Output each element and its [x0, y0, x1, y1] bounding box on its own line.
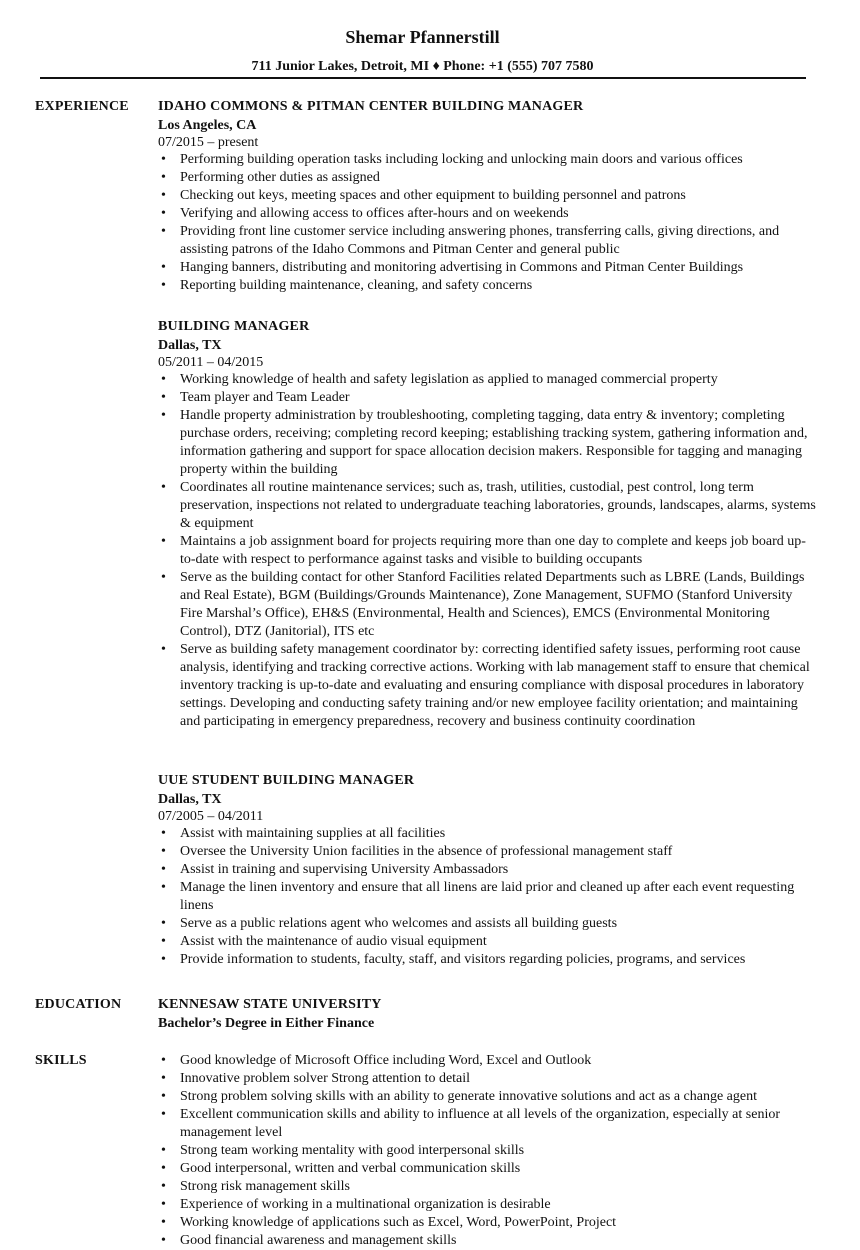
list-item [158, 1214, 818, 1232]
list-item [158, 861, 818, 879]
bullet-icon: • [161, 1197, 166, 1212]
skills-block [158, 1052, 818, 1250]
job-location: Dallas, TX [158, 792, 222, 807]
list-item-text: Strong problem solving skills with an ability to generate innovative solutions and act as a change agent [180, 1089, 757, 1104]
degree: Bachelor’s Degree in Either Finance [158, 1016, 375, 1031]
list-item-text: Good interpersonal, written and verbal communication skills [180, 1161, 521, 1176]
list-item [158, 371, 818, 389]
bullet-icon: • [161, 224, 166, 239]
bullet-icon: • [161, 1053, 166, 1068]
list-item-text: Experience of working in a multinational organization is desirable [180, 1197, 551, 1212]
list-item [158, 479, 818, 533]
list-item-text: Providing front line customer service including answering phones, transferring calls, giving directions, and assisting patrons of the Idaho Commons and Pitman Center and general public [180, 224, 780, 257]
list-item-text: Good financial awareness and management skills [180, 1233, 457, 1248]
list-item-text: Provide information to students, faculty, staff, and visitors regarding policies, programs, and services [180, 952, 746, 967]
list-item [158, 533, 818, 569]
list-item-text: Maintains a job assignment board for projects requiring more than one day to complete and keeps job board up-to-date with respect to performance against tasks and visible to building occupants [180, 534, 806, 567]
list-item [158, 1160, 818, 1178]
bullet-icon: • [161, 480, 166, 495]
skills-section-label: SKILLS [35, 1053, 87, 1068]
list-item-text: Strong team working mentality with good interpersonal skills [180, 1143, 525, 1158]
experience-section-label: EXPERIENCE [35, 99, 129, 114]
job-title: IDAHO COMMONS & PITMAN CENTER BUILDING MANAGER [158, 99, 584, 114]
candidate-name: Shemar Pfannerstill [345, 27, 500, 47]
list-item [158, 1070, 818, 1088]
bullet-icon: • [161, 206, 166, 221]
bullet-icon: • [161, 278, 166, 293]
bullet-icon: • [161, 1107, 166, 1122]
list-item [158, 1052, 818, 1070]
list-item-text: Working knowledge of health and safety legislation as applied to managed commercial property [180, 372, 718, 387]
bullet-icon: • [161, 390, 166, 405]
list-item [158, 151, 818, 169]
list-item-text: Good knowledge of Microsoft Office including Word, Excel and Outlook [180, 1053, 592, 1068]
list-item [158, 951, 818, 969]
bullet-icon: • [161, 260, 166, 275]
list-item [158, 1142, 818, 1160]
list-item-text: Serve as a public relations agent who welcomes and assists all building guests [180, 916, 618, 931]
bullet-icon: • [161, 844, 166, 859]
list-item [158, 825, 818, 843]
bullet-icon: • [161, 642, 166, 657]
list-item [158, 933, 818, 951]
list-item [158, 407, 818, 479]
job-dates: 05/2011 – 04/2015 [158, 355, 264, 370]
list-item [158, 277, 818, 295]
bullet-icon: • [161, 372, 166, 387]
bullet-icon: • [161, 826, 166, 841]
job-entry-2 [158, 318, 818, 731]
list-item [158, 205, 818, 223]
list-item-text: Serve as the building contact for other Stanford Facilities related Departments such as LBRE (Lands, Buildings and Real Estate), BGM (Buildings/Grounds Maintenance), Zone Management, SUFMO (Stanford University Fire Marshal’s Office), EH&S (Environmental, Health and Sciences), EMCS (Environmental Monitoring Control), DTZ (Janitorial), ITS etc [180, 570, 805, 639]
job-location: Dallas, TX [158, 338, 222, 353]
list-item-text: Performing building operation tasks including locking and unlocking main doors and various offices [180, 152, 743, 167]
list-item [158, 915, 818, 933]
list-item [158, 169, 818, 187]
bullet-icon: • [161, 570, 166, 585]
list-item [158, 843, 818, 861]
bullet-icon: • [161, 1179, 166, 1194]
job-duties-list [158, 151, 818, 295]
list-item-text: Manage the linen inventory and ensure that all linens are laid prior and cleaned up after each event requesting linens [180, 880, 795, 913]
bullet-icon: • [161, 862, 166, 877]
list-item-text: Handle property administration by troubleshooting, completing tagging, data entry & inventory; completing purchase orders, receiving; completing record keeping; establishing tracking system, gathering information and, information gathering and support for space allocation decision makers. Responsible for tagging and managing property within the building [180, 408, 808, 477]
bullet-icon: • [161, 408, 166, 423]
bullet-icon: • [161, 916, 166, 931]
list-item-text: Checking out keys, meeting spaces and other equipment to building personnel and patrons [180, 188, 686, 203]
bullet-icon: • [161, 934, 166, 949]
list-item-text: Serve as building safety management coordinator by: correcting identified safety issues, performing root cause analysis, identifying and tracking corrective actions. Working with lab management staff to ensure that chemical inventory tracking is up-to-date and evaluating and ensuring compliance with disposal procedures in laboratory settings. Developing and conducting safety training and/or new employee facility orientation; and maintaining and participating in emergency preparedness, recovery and business continuity coordination [180, 642, 810, 729]
list-item-text: Verifying and allowing access to offices after-hours and on weekends [180, 206, 569, 221]
job-title: UUE STUDENT BUILDING MANAGER [158, 773, 415, 788]
job-location: Los Angeles, CA [158, 118, 257, 133]
list-item [158, 389, 818, 407]
job-dates: 07/2015 – present [158, 135, 259, 150]
school-name: KENNESAW STATE UNIVERSITY [158, 997, 382, 1012]
list-item [158, 259, 818, 277]
list-item [158, 223, 818, 259]
bullet-icon: • [161, 1233, 166, 1248]
list-item-text: Coordinates all routine maintenance services; such as, trash, utilities, custodial, pest control, long term preservation, inspections not related to undergraduate teaching laboratories, grounds, landscapes, alarms, systems & equipment [180, 480, 816, 531]
bullet-icon: • [161, 1071, 166, 1086]
list-item-text: Assist in training and supervising University Ambassadors [180, 862, 509, 877]
job-title: BUILDING MANAGER [158, 319, 310, 334]
list-item [158, 1178, 818, 1196]
bullet-icon: • [161, 534, 166, 549]
list-item [158, 1106, 818, 1142]
list-item-text: Innovative problem solver Strong attention to detail [180, 1071, 471, 1086]
bullet-icon: • [161, 1161, 166, 1176]
contact-line: 711 Junior Lakes, Detroit, MI ♦ Phone: +1 (555) 707 7580 [251, 59, 594, 74]
bullet-icon: • [161, 952, 166, 967]
job-entry-3 [158, 772, 818, 969]
education-entry [158, 996, 818, 1032]
list-item [158, 641, 818, 731]
list-item-text: Team player and Team Leader [180, 390, 350, 405]
list-item [158, 1232, 818, 1250]
list-item-text: Reporting building maintenance, cleaning, and safety concerns [180, 278, 533, 293]
bullet-icon: • [161, 880, 166, 895]
bullet-icon: • [161, 152, 166, 167]
list-item-text: Performing other duties as assigned [180, 170, 380, 185]
job-duties-list [158, 371, 818, 731]
list-item [158, 569, 818, 641]
header-divider [40, 77, 806, 79]
job-duties-list [158, 825, 818, 969]
list-item [158, 187, 818, 205]
bullet-icon: • [161, 1143, 166, 1158]
list-item [158, 879, 818, 915]
job-entry-1 [158, 98, 818, 295]
list-item-text: Assist with the maintenance of audio visual equipment [180, 934, 487, 949]
list-item-text: Oversee the University Union facilities in the absence of professional management staff [180, 844, 673, 859]
list-item [158, 1196, 818, 1214]
list-item-text: Excellent communication skills and ability to influence at all levels of the organization, especially at senior management level [180, 1107, 781, 1140]
bullet-icon: • [161, 1215, 166, 1230]
bullet-icon: • [161, 188, 166, 203]
list-item-text: Working knowledge of applications such as Excel, Word, PowerPoint, Project [180, 1215, 617, 1230]
bullet-icon: • [161, 1089, 166, 1104]
list-item-text: Assist with maintaining supplies at all facilities [180, 826, 446, 841]
skills-list [158, 1052, 818, 1250]
education-section-label: EDUCATION [35, 997, 122, 1012]
list-item [158, 1088, 818, 1106]
bullet-icon: • [161, 170, 166, 185]
job-dates: 07/2005 – 04/2011 [158, 809, 264, 824]
list-item-text: Hanging banners, distributing and monitoring advertising in Commons and Pitman Center Buildings [180, 260, 744, 275]
list-item-text: Strong risk management skills [180, 1179, 350, 1194]
